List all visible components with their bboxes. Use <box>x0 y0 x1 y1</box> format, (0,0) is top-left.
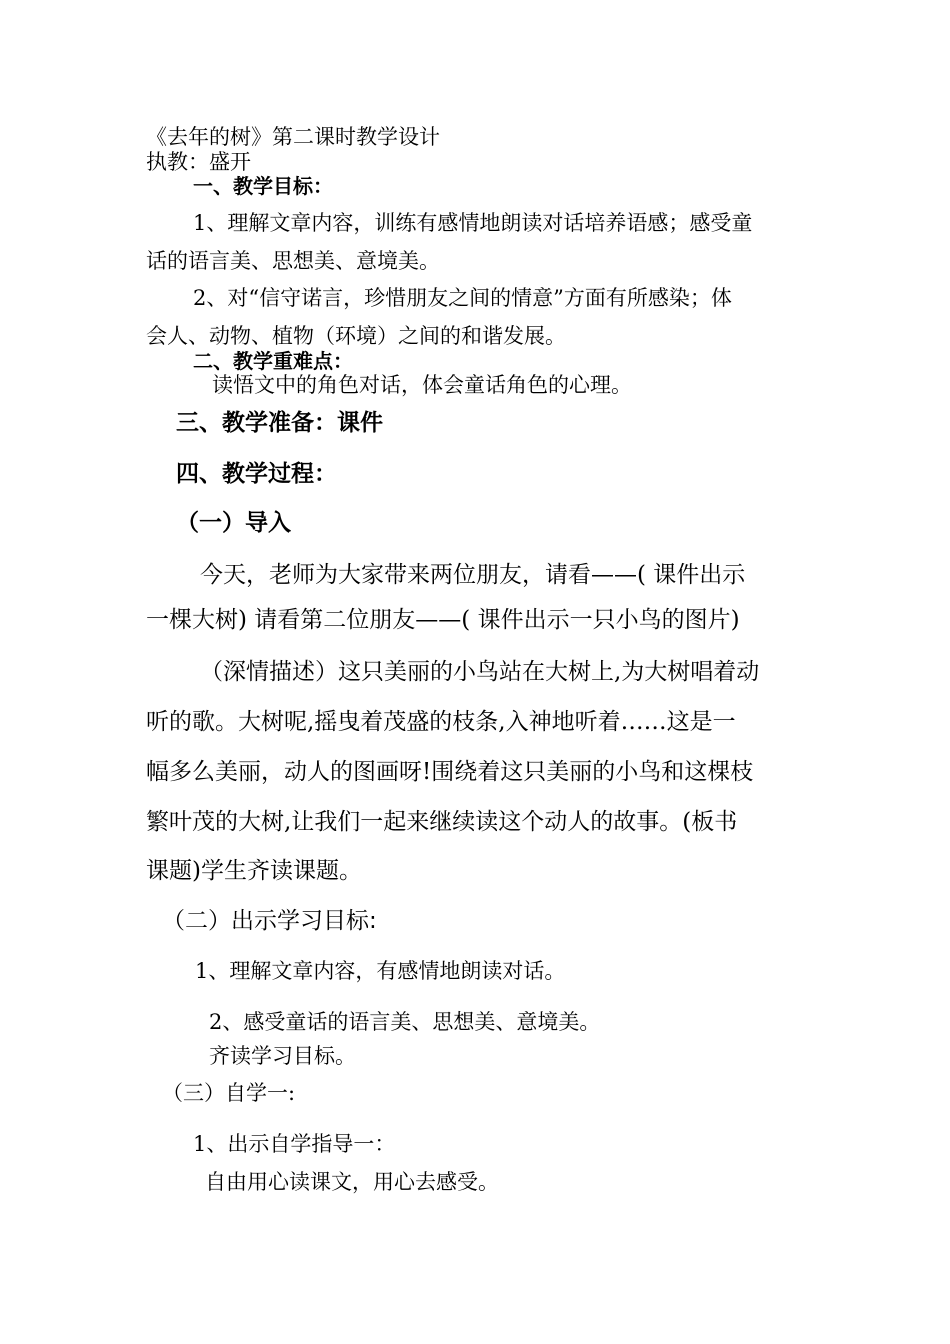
step1-line-2: 一棵大树) 请看第二位朋友——( 课件出示一只小鸟的图片) <box>146 607 740 633</box>
section1-heading: 一、教学目标： <box>193 174 333 198</box>
section2-heading: 二、教学重难点： <box>193 349 353 373</box>
step2-item2: 2、感受童话的语言美、思想美、意境美。 <box>209 1010 601 1034</box>
document-title: 《去年的树》第二课时教学设计 <box>146 125 440 149</box>
goal1-line1: 1、理解文章内容，训练有感情地朗读对话培养语感；感受童 <box>193 211 753 235</box>
goal2-line1: 2、对“信守诺言，珍惜朋友之间的情意”方面有所感染；体 <box>193 286 732 310</box>
goal1-line2: 话的语言美、思想美、意境美。 <box>146 249 440 273</box>
goal2-line2: 会人、动物、植物（环境）之间的和谐发展。 <box>146 324 566 348</box>
section3-heading: 三、教学准备：课件 <box>176 410 383 436</box>
step2-note: 齐读学习目标。 <box>209 1044 356 1068</box>
step1-line-7: 课题)学生齐读课题。 <box>146 858 362 884</box>
step1-line-3: （深情描述）这只美丽的小鸟站在大树上,为大树唱着动 <box>200 659 760 685</box>
step3-item1-content: 自由用心读课文，用心去感受。 <box>205 1170 499 1194</box>
step2-item1: 1、理解文章内容，有感情地朗读对话。 <box>195 959 566 983</box>
step3-heading: （三）自学一: <box>162 1081 296 1105</box>
step3-item1: 1、出示自学指导一： <box>193 1132 396 1156</box>
step1-line-4: 听的歌。大树呢,摇曳着茂盛的枝条,入神地听着……这是一 <box>146 709 736 735</box>
section2-content: 读悟文中的角色对话，体会童话角色的心理。 <box>212 373 632 397</box>
step2-heading: （二）出示学习目标: <box>162 908 377 934</box>
section4-heading: 四、教学过程： <box>176 461 337 487</box>
step1-heading: （一）导入 <box>176 510 291 536</box>
step1-line-5: 幅多么美丽，动人的图画呀!围绕着这只美丽的小鸟和这棵枝 <box>146 759 754 785</box>
step1-line-6: 繁叶茂的大树,让我们一起来继续读这个动人的故事。(板书 <box>146 809 738 835</box>
step1-line-1: 今天，老师为大家带来两位朋友，请看——( 课件出示 <box>200 562 746 588</box>
teacher-name: 执教：盛开 <box>146 150 251 174</box>
